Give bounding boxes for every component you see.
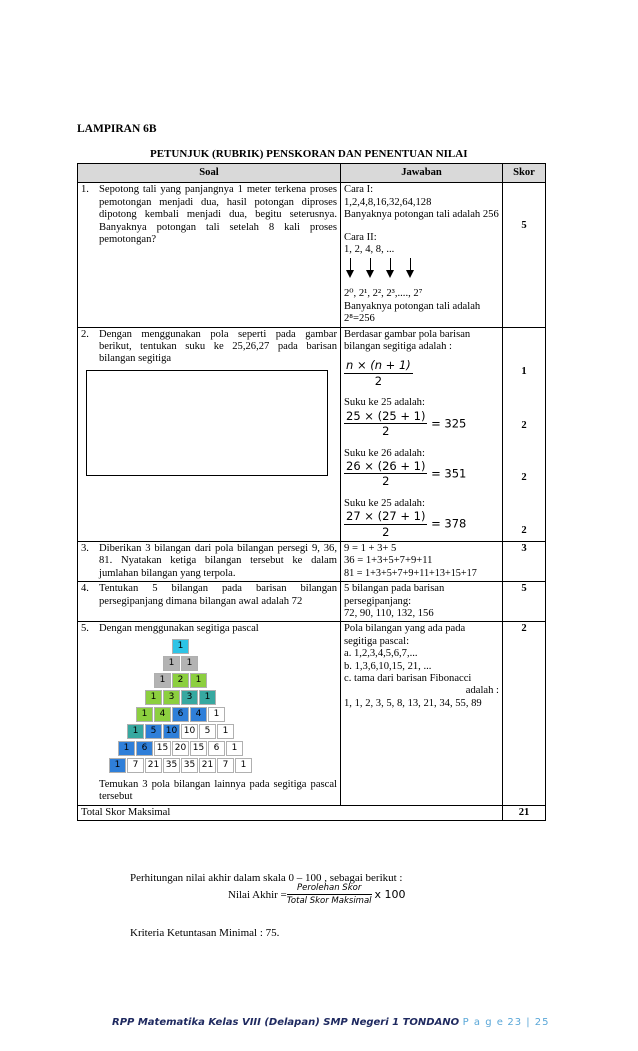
pascal-cell: 1 <box>199 690 216 705</box>
q2-s27-label: Suku ke 25 adalah: <box>344 497 425 509</box>
calc-intro: Perhitungan nilai akhir dalam skala 0 – 100 , sebagai berikut : <box>130 872 403 884</box>
pascal-cell: 1 <box>235 758 252 773</box>
pascal-cell: 1 <box>163 656 180 671</box>
q2-score-1: 1 <box>521 365 527 377</box>
formula-numerator: n × (n + 1) <box>346 358 411 373</box>
q5-text: Dengan menggunakan segitiga pascal <box>99 623 259 635</box>
pascal-cell: 15 <box>154 741 171 756</box>
pascal-row <box>103 724 258 739</box>
q5-score-value: 2 <box>521 623 527 635</box>
pascal-cell: 1 <box>136 707 153 722</box>
q2-s26-label: Suku ke 26 adalah: <box>344 447 425 459</box>
pascal-row <box>103 656 258 671</box>
q2-question <box>78 327 341 541</box>
s25-result: = 325 <box>431 416 467 431</box>
arrow-down-icon <box>366 258 376 278</box>
q1-score <box>503 183 546 327</box>
pascal-cell: 1 <box>172 639 189 654</box>
q5-question <box>78 622 341 805</box>
pascal-cell: 1 <box>181 656 198 671</box>
q1-cara1-result: Banyaknya potongan tali adalah 256 <box>344 209 499 221</box>
kkm-text: Kriteria Ketuntasan Minimal : 75. <box>130 927 280 939</box>
table-header-row <box>78 164 546 183</box>
q1-cara2-value: 2⁸=256 <box>344 313 375 325</box>
pascal-cell: 10 <box>181 724 198 739</box>
footer-text: RPP Matematika Kelas VIII (Delapan) SMP Negeri 1 TONDANO <box>112 1017 460 1028</box>
header-soal: Soal <box>78 164 341 183</box>
arrow-down-icon <box>386 258 396 278</box>
q1-cara1-label: Cara I: <box>344 184 374 196</box>
formula-denominator: 2 <box>374 373 383 388</box>
footer <box>112 1017 550 1028</box>
header-skor: Skor <box>503 164 546 183</box>
pascal-cell: 7 <box>217 758 234 773</box>
q3-answer-3: 81 = 1+3+5+7+9+11+13+15+17 <box>344 567 477 579</box>
q4-text: Tentukan 5 bilangan pada barisan bilangan persegipanjang dimana bilangan awal adalah 72 <box>99 583 337 607</box>
q3-number: 3. <box>81 542 89 554</box>
footer-page-label: P a g e <box>462 1017 504 1028</box>
pascal-cell: 1 <box>109 758 126 773</box>
q2-answer <box>341 327 503 541</box>
q3-text: Diberikan 3 bilangan dari pola bilangan persegi 9, 36, 81. Nyatakan ketiga bilangan tersebut ke dalam jumlahan bilangan yang terpola. <box>99 542 337 579</box>
q5-pattern-b: b. 1,3,6,10,15, 21, ... <box>344 660 432 672</box>
total-label: Total Skor Maksimal <box>78 805 503 820</box>
q2-formula <box>344 359 499 387</box>
q4-number: 4. <box>81 583 89 595</box>
page-heading: LAMPIRAN 6B <box>77 123 157 135</box>
q2-score <box>503 327 546 541</box>
pascal-cell: 1 <box>118 741 135 756</box>
pascal-cell: 6 <box>172 707 189 722</box>
pascal-cell: 6 <box>136 741 153 756</box>
down-arrows <box>346 258 499 278</box>
pascal-cell: 4 <box>190 707 207 722</box>
q2-s25-label: Suku ke 25 adalah: <box>344 397 425 409</box>
s27-result: = 378 <box>431 516 467 531</box>
pascal-cell: 20 <box>172 741 189 756</box>
q3-score-value: 3 <box>521 542 527 554</box>
calc-numerator: Perolehan Skor <box>287 883 372 895</box>
q1-number: 1. <box>81 184 89 196</box>
q4-score <box>503 582 546 622</box>
table-row <box>78 582 546 622</box>
arrow-down-icon <box>406 258 416 278</box>
q3-answer-2: 36 = 1+3+5+7+9+11 <box>344 555 433 567</box>
pascal-cell: 1 <box>145 690 162 705</box>
q5-answer <box>341 622 503 805</box>
calc-denominator: Total Skor Maksimal <box>286 896 372 906</box>
q2-s27-eq <box>344 510 499 538</box>
total-value: 21 <box>503 805 546 820</box>
q5-fibonacci: 1, 1, 2, 3, 5, 8, 13, 21, 34, 55, 89 <box>344 697 482 709</box>
q3-answer <box>341 541 503 581</box>
q1-text: Sepotong tali yang panjangnya 1 meter terkena proses pemotongan menjadi dua, hasil potongan diproses dipotong kembali menjadi dua, begitu seterusnya. Banyaknya potongan tali setelah 8 kali proses pemotongan? <box>99 184 337 246</box>
pascal-cell: 21 <box>199 758 216 773</box>
s27-numerator: 27 × (27 + 1) <box>346 509 426 524</box>
q2-score-4: 2 <box>521 524 527 536</box>
pascal-row <box>103 690 258 705</box>
q4-question <box>78 582 341 622</box>
s27-denominator: 2 <box>382 524 390 539</box>
header-jawaban: Jawaban <box>341 164 503 183</box>
pascal-cell: 21 <box>145 758 162 773</box>
table-row <box>78 183 546 327</box>
q1-question <box>78 183 341 327</box>
q2-s26-eq <box>344 460 499 488</box>
pascal-row <box>103 758 258 773</box>
q2-number: 2. <box>81 328 89 340</box>
q1-answer <box>341 183 503 327</box>
table-row <box>78 327 546 541</box>
calc-multiplier: x 100 <box>374 888 406 901</box>
pascal-cell: 4 <box>154 707 171 722</box>
q2-intro: Berdasar gambar pola barisan bilangan segitiga adalah : <box>344 328 471 353</box>
pascal-cell: 1 <box>208 707 225 722</box>
q2-text: Dengan menggunakan pola seperti pada gambar berikut, tentukan suku ke 25,26,27 pada barisan bilangan segitiga <box>99 328 337 365</box>
q1-powers: 2⁰, 2¹, 2², 2³,...., 2⁷ <box>344 288 423 300</box>
q5-pattern-c: c. tama dari barisan Fibonacci <box>344 673 472 684</box>
q1-cara2-result: Banyaknya potongan tali adalah <box>344 300 481 312</box>
pascal-row <box>103 673 258 688</box>
pascal-triangle <box>103 639 258 773</box>
pascal-cell: 7 <box>127 758 144 773</box>
pascal-cell: 1 <box>217 724 234 739</box>
q4-score-value: 5 <box>521 583 527 595</box>
pascal-cell: 3 <box>181 690 198 705</box>
q2-score-3: 2 <box>521 471 527 483</box>
table-row <box>78 622 546 805</box>
q2-s25-eq <box>344 410 499 438</box>
q4-answer-1: 5 bilangan pada barisan persegipanjang: <box>344 583 445 607</box>
s25-numerator: 25 × (25 + 1) <box>346 408 426 423</box>
pascal-cell: 35 <box>163 758 180 773</box>
s26-denominator: 2 <box>382 474 390 489</box>
q1-cara2-seq: 1, 2, 4, 8, ... <box>344 244 395 256</box>
q2-image-box <box>86 370 328 476</box>
pascal-cell: 5 <box>199 724 216 739</box>
pascal-cell: 35 <box>181 758 198 773</box>
pascal-cell: 2 <box>172 673 189 688</box>
footer-page-number: 23 | 25 <box>507 1017 550 1028</box>
q3-question <box>78 541 341 581</box>
q5-text-2: Temukan 3 pola bilangan lainnya pada segitiga pascal tersebut <box>99 778 337 803</box>
q4-answer-2: 72, 90, 110, 132, 156 <box>344 607 434 619</box>
pascal-cell: 1 <box>226 741 243 756</box>
pascal-cell: 10 <box>163 724 180 739</box>
pascal-cell: 6 <box>208 741 225 756</box>
total-row <box>78 805 546 820</box>
pascal-cell: 1 <box>127 724 144 739</box>
table-title: PETUNJUK (RUBRIK) PENSKORAN DAN PENENTUAN NILAI <box>150 148 468 160</box>
pascal-row <box>103 741 258 756</box>
pascal-cell: 3 <box>163 690 180 705</box>
s25-denominator: 2 <box>382 424 390 439</box>
q4-answer <box>341 582 503 622</box>
q5-pattern-a: a. 1,2,3,4,5,6,7,... <box>344 648 418 660</box>
q2-score-2: 2 <box>521 419 527 431</box>
pascal-cell: 1 <box>190 673 207 688</box>
q5-pattern-c-2: adalah : <box>465 685 499 697</box>
q1-score-value: 5 <box>521 220 527 232</box>
s26-numerator: 26 × (26 + 1) <box>346 458 426 473</box>
pascal-row <box>103 707 258 722</box>
calc-formula <box>228 883 406 906</box>
rubric-table <box>77 163 546 821</box>
q1-cara1-seq: 1,2,4,8,16,32,64,128 <box>344 196 432 208</box>
pascal-cell: 5 <box>145 724 162 739</box>
q3-answer-1: 9 = 1 + 3+ 5 <box>344 542 397 554</box>
q5-intro: Pola bilangan yang ada pada segitiga pascal: <box>344 623 466 647</box>
table-row <box>78 541 546 581</box>
arrow-down-icon <box>346 258 356 278</box>
s26-result: = 351 <box>431 466 467 481</box>
q5-score <box>503 622 546 805</box>
q3-score <box>503 541 546 581</box>
q5-number: 5. <box>81 623 89 635</box>
pascal-row <box>103 639 258 654</box>
q1-cara2-label: Cara II: <box>344 231 377 243</box>
calc-label: Nilai Akhir = <box>228 888 287 901</box>
pascal-cell: 15 <box>190 741 207 756</box>
pascal-cell: 1 <box>154 673 171 688</box>
